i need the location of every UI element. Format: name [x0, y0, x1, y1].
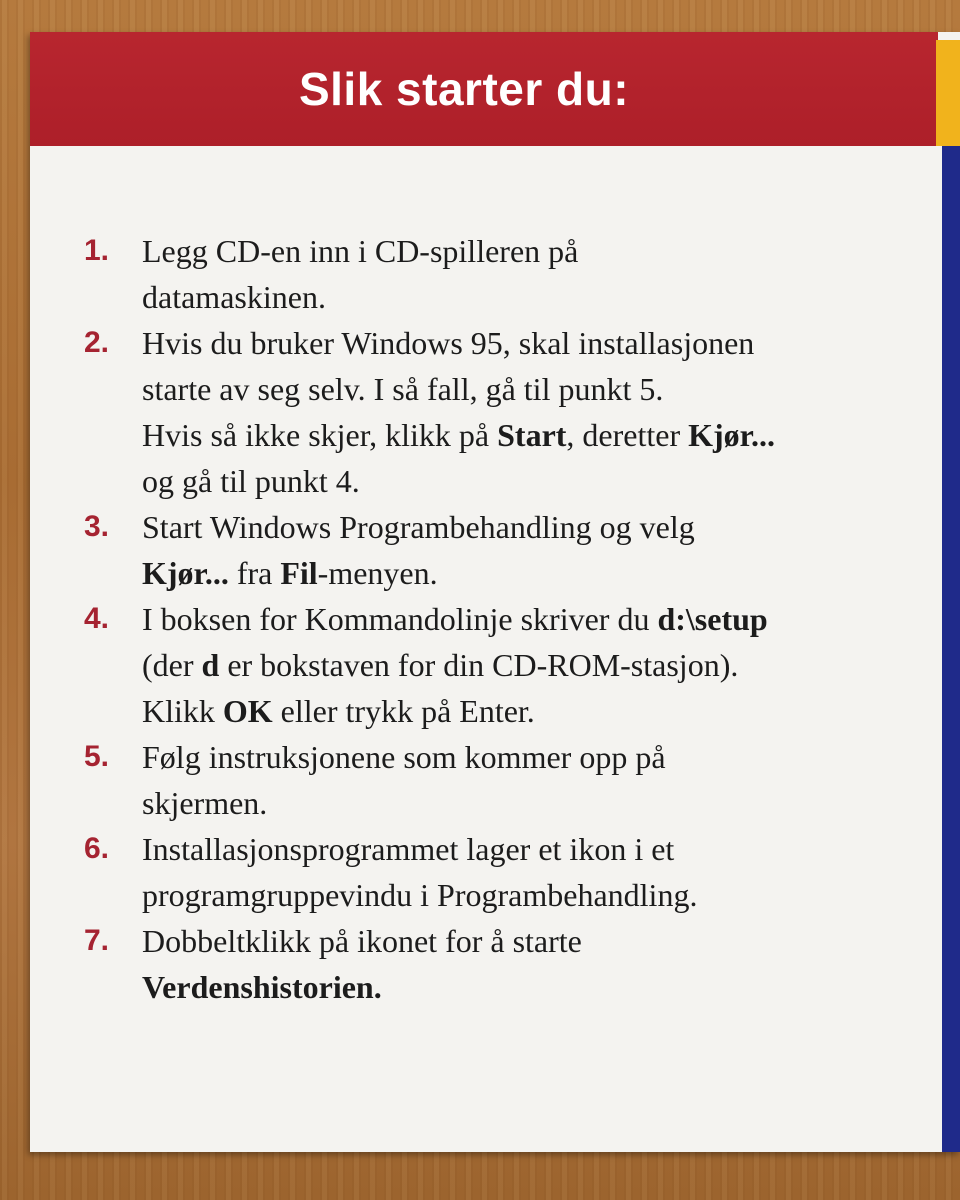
- text-segment: Installasjonsprogrammet lager et ikon i et: [142, 831, 675, 867]
- step-item: [84, 826, 914, 918]
- step-item: [84, 504, 914, 596]
- bold-term: Kjør...: [142, 555, 229, 591]
- step-line: [142, 688, 914, 734]
- step-number: 4.: [84, 602, 110, 635]
- text-segment: Hvis så ikke skjer, klikk på: [142, 417, 498, 453]
- bold-term: d: [201, 647, 220, 683]
- step-line: [142, 826, 914, 872]
- step-line: [142, 320, 914, 366]
- text-segment: , deretter: [566, 417, 689, 453]
- text-segment: fra: [228, 555, 281, 591]
- step-text: [142, 228, 914, 320]
- header-band: [30, 32, 938, 146]
- text-segment: er bokstaven for din CD-ROM-stasjon).: [219, 647, 739, 683]
- text-segment: programgruppevindu i Programbehandling.: [142, 877, 698, 913]
- instruction-card: [30, 32, 960, 1152]
- step-line: [142, 734, 914, 780]
- step-text: [142, 826, 914, 918]
- text-segment: datamaskinen.: [142, 279, 326, 315]
- step-number: 2.: [84, 326, 110, 359]
- bold-term: Verdenshistorien.: [142, 969, 382, 1005]
- step-text: [142, 596, 914, 734]
- step-line: [142, 872, 914, 918]
- text-segment: Legg CD-en inn i CD-spilleren på: [142, 233, 579, 269]
- text-segment: Hvis du bruker Windows 95, skal installasjonen: [142, 325, 755, 361]
- step-line: [142, 504, 914, 550]
- text-segment: Dobbeltklikk på ikonet for å starte: [142, 923, 582, 959]
- blue-accent-strip: [942, 146, 960, 1152]
- bold-term: OK: [222, 693, 273, 729]
- text-segment: I boksen for Kommandolinje skriver du: [142, 601, 658, 637]
- text-segment: Klikk: [142, 693, 223, 729]
- step-item: [84, 228, 914, 320]
- text-segment: starte av seg selv. I så fall, gå til punkt 5.: [142, 371, 664, 407]
- step-line: [142, 550, 914, 596]
- text-segment: eller trykk på Enter.: [272, 693, 535, 729]
- step-line: [142, 228, 914, 274]
- text-segment: og gå til punkt 4.: [142, 463, 360, 499]
- bold-term: Fil: [280, 555, 318, 591]
- text-segment: -menyen.: [317, 555, 438, 591]
- step-item: [84, 320, 914, 504]
- step-line: [142, 366, 914, 412]
- step-item: [84, 596, 914, 734]
- text-segment: skjermen.: [142, 785, 268, 821]
- step-number: 6.: [84, 832, 110, 865]
- text-segment: Start Windows Programbehandling og velg: [142, 509, 695, 545]
- step-line: [142, 596, 914, 642]
- step-line: [142, 458, 914, 504]
- steps-list: [84, 228, 914, 1010]
- bold-term: Kjør...: [688, 417, 775, 453]
- step-text: [142, 504, 914, 596]
- step-line: [142, 412, 914, 458]
- yellow-accent-strip: [936, 40, 960, 146]
- step-line: [142, 964, 914, 1010]
- step-line: [142, 780, 914, 826]
- step-text: [142, 320, 914, 504]
- step-line: [142, 274, 914, 320]
- text-segment: Følg instruksjonene som kommer opp på: [142, 739, 666, 775]
- step-number: 1.: [84, 234, 110, 267]
- step-text: [142, 734, 914, 826]
- step-item: [84, 918, 914, 1010]
- step-number: 3.: [84, 510, 110, 543]
- step-item: [84, 734, 914, 826]
- step-number: 7.: [84, 924, 110, 957]
- step-text: [142, 918, 914, 1010]
- text-segment: (der: [142, 647, 202, 683]
- page-title: Slik starter du:: [298, 63, 630, 115]
- bold-term: Start: [497, 417, 567, 453]
- bold-term: d:\setup: [657, 601, 768, 637]
- step-line: [142, 642, 914, 688]
- step-line: [142, 918, 914, 964]
- step-number: 5.: [84, 740, 110, 773]
